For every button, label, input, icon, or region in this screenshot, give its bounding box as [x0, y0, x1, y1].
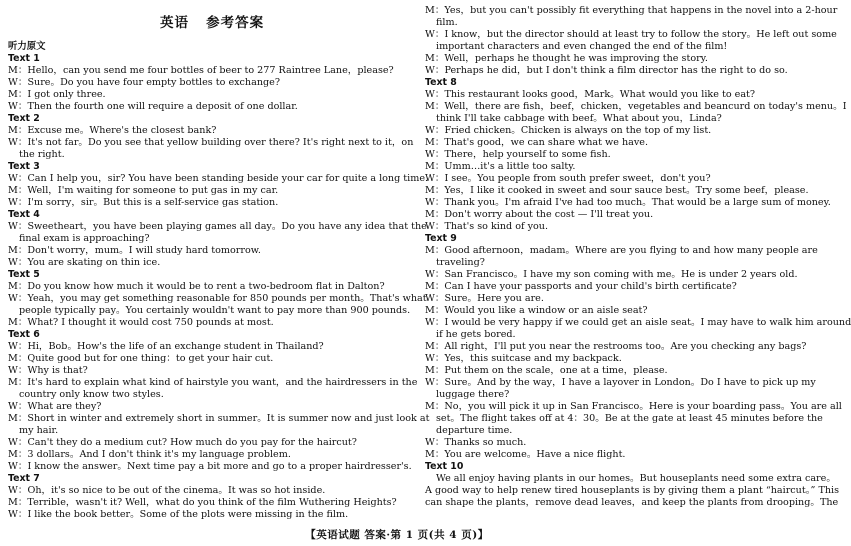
transcript-line: W：I know the answer。Next time pay a bit more and go to a proper hairdresser's.	[8, 461, 412, 472]
section-heading: Text 2	[8, 113, 40, 124]
transcript-line: if he gets bored.	[436, 329, 516, 340]
transcript-line: W：Sure。Here you are.	[425, 293, 544, 304]
section-heading: 听力原文	[8, 41, 46, 52]
transcript-line: W：Can I help you，sir? You have been standing beside your car for quite a long time.	[8, 173, 429, 184]
transcript-line: W：Hi，Bob。How's the life of an exchange student in Thailand?	[8, 341, 324, 352]
transcript-line: W：Thank you。I'm afraid I've had too much。That would be a large sum of money.	[425, 197, 831, 208]
transcript-line: M：Terrible，wasn't it? Well，what do you think of the film Wuthering Heights?	[8, 497, 397, 508]
transcript-line: country only know two styles.	[19, 389, 164, 400]
section-heading: Text 6	[8, 329, 40, 340]
transcript-line: departure time.	[436, 425, 513, 436]
section-heading: Text 10	[425, 461, 464, 472]
transcript-line: W：Then the fourth one will require a deposit of one dollar.	[8, 101, 298, 112]
transcript-line: M：What? I thought it would cost 750 pounds at most.	[8, 317, 274, 328]
transcript-line: W：Yes，this suitcase and my backpack.	[425, 353, 622, 364]
transcript-line: M：Well，I'm waiting for someone to put gas in my car.	[8, 185, 279, 196]
transcript-line: M：3 dollars。And I don't think it's my language problem.	[8, 449, 291, 460]
transcript-line: W：Oh，it's so nice to be out of the cinema。It was so hot inside.	[8, 485, 326, 496]
transcript-line: important characters and even changed the end of the film!	[436, 41, 728, 52]
transcript-line: M：Can I have your passports and your child's birth certificate?	[425, 281, 737, 292]
transcript-line: M：Excuse me。Where's the closest bank?	[8, 125, 217, 136]
transcript-line: M：Quite good but for one thing：to get your hair cut.	[8, 353, 274, 364]
transcript-line: We all enjoy having plants in our homes。But houseplants need some extra care。	[436, 473, 836, 484]
transcript-line: M：Good afternoon，madam。Where are you flying to and how many people are	[425, 245, 818, 256]
right-transcript	[425, 5, 851, 509]
transcript-line: W：Sure。And by the way，I have a layover in London。Do I have to pick up my	[425, 377, 816, 388]
transcript-line: M：It's hard to explain what kind of hairstyle you want，and the hairdressers in the	[8, 377, 418, 388]
section-heading: Text 5	[8, 269, 40, 280]
transcript-line: M：Well，there are fish，beef，chicken，vegetables and beancurd on today's menu。I	[425, 101, 847, 112]
transcript-line: M：That's good，we can share what we have.	[425, 137, 649, 148]
transcript-line: W：It's not far。Do you see that yellow building over there? It's right next to it，on	[8, 137, 414, 148]
transcript-line: W：What are they?	[8, 401, 102, 412]
transcript-line: M：Would you like a window or an aisle seat?	[425, 305, 648, 316]
transcript-line: A good way to help renew tired houseplants is by giving them a plant “haircut。” This	[425, 485, 840, 496]
transcript-line: luggage there?	[436, 389, 510, 400]
transcript-line: M：Well，perhaps he thought he was improving the story.	[425, 53, 708, 64]
transcript-line: W：I would be very happy if we could get an aisle seat。I may have to walk him around	[425, 317, 851, 328]
section-heading: Text 4	[8, 209, 40, 220]
transcript-line: M：I got only three.	[8, 89, 106, 100]
transcript-line: W：I see。You people from south prefer sweet，don't you?	[425, 173, 711, 184]
transcript-line: M：No，you will pick it up in San Francisco。Here is your boarding pass。You are all	[425, 401, 842, 412]
transcript-line: M：Don't worry about the cost — I'll treat you.	[425, 209, 654, 220]
transcript-line: final exam is approaching?	[19, 233, 150, 244]
section-heading: Text 3	[8, 161, 40, 172]
transcript-line: think I'll take cabbage with beef。What about you，Linda?	[436, 113, 722, 124]
transcript-line: W：That's so kind of you.	[425, 221, 549, 232]
transcript-line: M：Don't worry，mum。I will study hard tomorrow.	[8, 245, 261, 256]
page-title: 英语 参考答案	[160, 15, 265, 31]
transcript-line: W：I like the book better。Some of the plots were missing in the film.	[8, 509, 349, 520]
transcript-line: W：Fried chicken。Chicken is always on the top of my list.	[425, 125, 712, 136]
transcript-line: M：All right，I'll put you near the restrooms too。Are you checking any bags?	[425, 341, 807, 352]
transcript-line: people typically pay。You certainly wouldn't want to pay more than 900 pounds.	[19, 305, 411, 316]
transcript-line: M：Yes，I like it cooked in sweet and sour sauce best。Try some beef，please.	[425, 185, 809, 196]
transcript-line: W：Why is that?	[8, 365, 88, 376]
section-heading: Text 1	[8, 53, 40, 64]
transcript-line: M：Short in winter and extremely short in summer。It is summer now and just look at	[8, 413, 430, 424]
transcript-line: W：Thanks so much.	[425, 437, 527, 448]
transcript-line: can shape the plants，remove dead leaves，and keep the plants from drooping。The	[425, 497, 839, 508]
section-heading: Text 9	[425, 233, 457, 244]
transcript-line: W：San Francisco。I have my son coming with me。He is under 2 years old.	[425, 269, 798, 280]
transcript-line: W：I'm sorry，sir。But this is a self-service gas station.	[8, 197, 279, 208]
transcript-line: W：I know，but the director should at least try to follow the story。He left out some	[425, 29, 837, 40]
transcript-line: M：Put them on the scale，one at a time，please.	[425, 365, 668, 376]
transcript-line: M：Hello，can you send me four bottles of beer to 277 Raintree Lane，please?	[8, 65, 394, 76]
transcript-line: M：You are welcome。Have a nice flight.	[425, 449, 626, 460]
transcript-line: M：Do you know how much it would be to rent a two-bedroom flat in Dalton?	[8, 281, 385, 292]
transcript-line: my hair.	[19, 425, 59, 436]
transcript-line: W：This restaurant looks good，Mark。What would you like to eat?	[425, 89, 756, 100]
transcript-line: W：Sweetheart，you have been playing games all day。Do you have any idea that the	[8, 221, 427, 232]
transcript-line: M：Yes，but you can't possibly fit everything that happens in the novel into a 2-hour	[425, 5, 838, 16]
transcript-line: the right.	[19, 149, 65, 160]
section-heading: Text 7	[8, 473, 40, 484]
transcript-line: traveling?	[436, 257, 485, 268]
transcript-line: W：Perhaps he did，but I don't think a film director has the right to do so.	[425, 65, 788, 76]
transcript-line: W：Sure。Do you have four empty bottles to exchange?	[8, 77, 280, 88]
transcript-line: set。The flight takes off at 4：30。Be at the gate at least 45 minutes before the	[436, 413, 823, 424]
transcript-line: W：Yeah，you may get something reasonable for 850 pounds per month。That's what	[8, 293, 427, 304]
section-heading: Text 8	[425, 77, 457, 88]
transcript-line: W：Can't they do a medium cut? How much do you pay for the haircut?	[8, 437, 357, 448]
transcript-line: film.	[436, 17, 458, 28]
left-transcript	[8, 41, 430, 521]
transcript-line: W：There，help yourself to some fish.	[425, 149, 611, 160]
page-footer: 【英语试题 答案·第 1 页(共 4 页)】	[305, 529, 489, 541]
transcript-line: W：You are skating on thin ice.	[8, 257, 161, 268]
transcript-line: M：Umm…it's a little too salty.	[425, 161, 576, 172]
